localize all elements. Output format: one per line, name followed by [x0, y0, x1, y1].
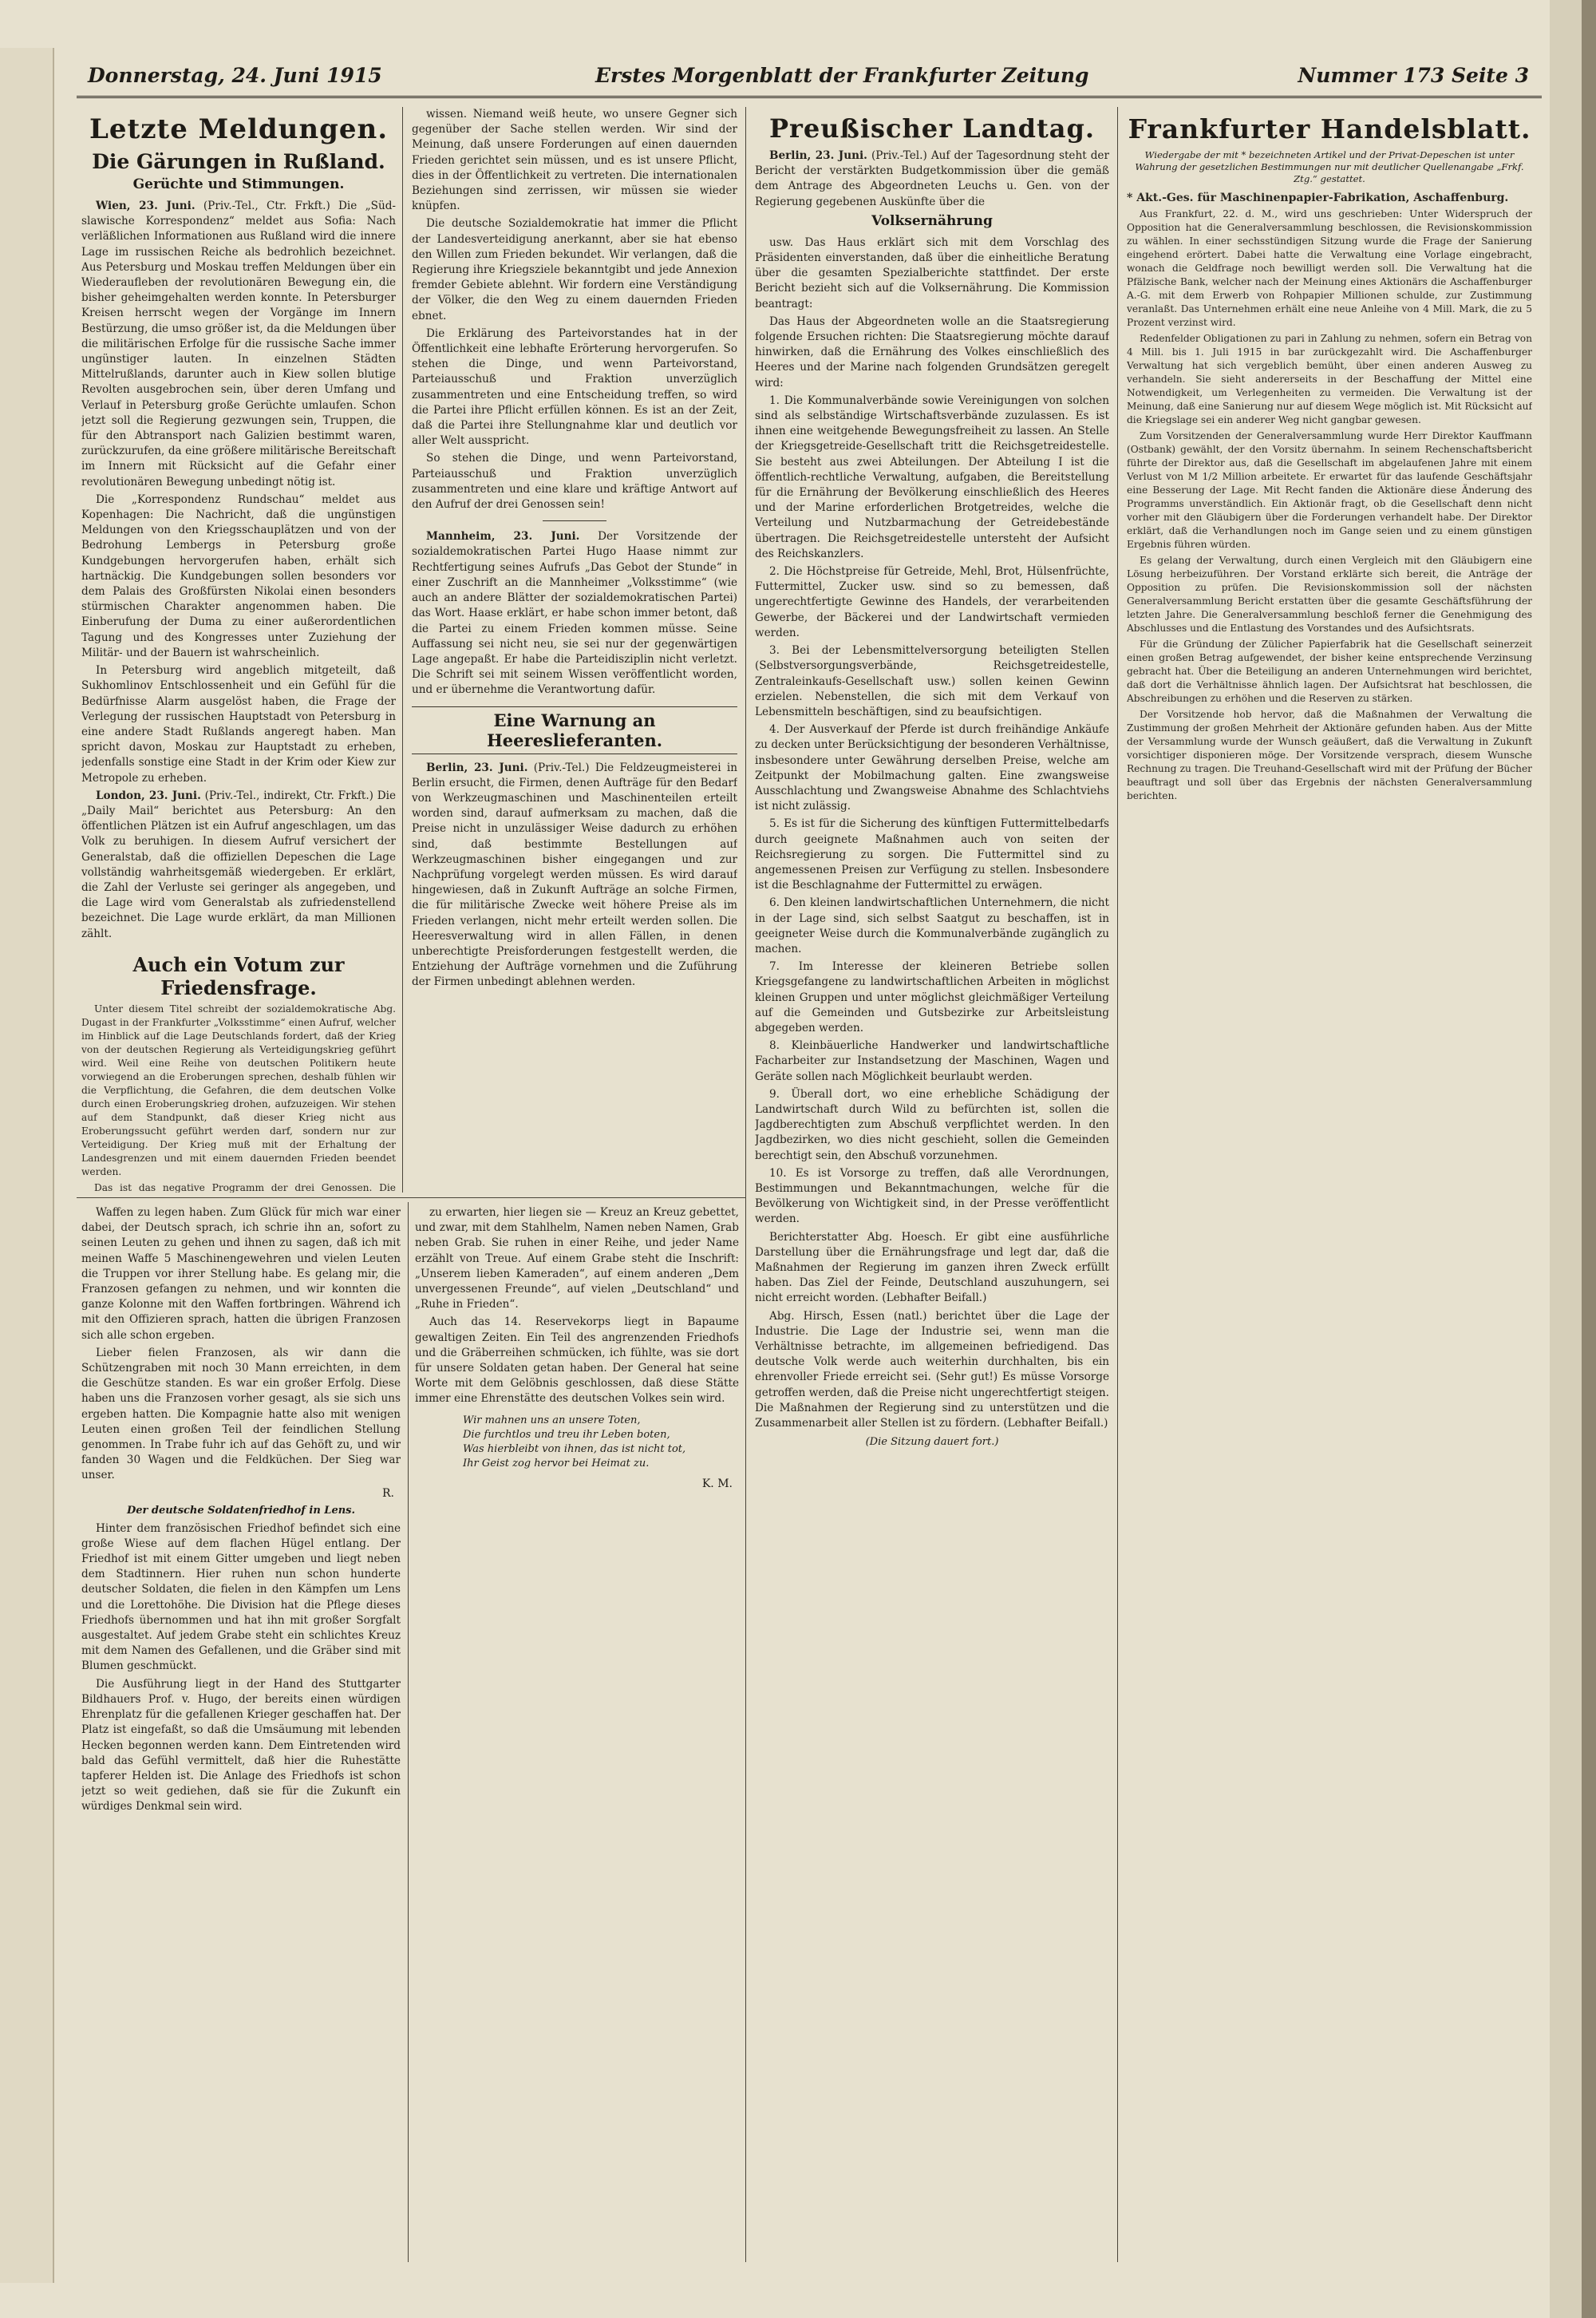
section-rule — [77, 1197, 745, 1198]
column-4 — [1127, 107, 1532, 2262]
paragraph: Der Vorsitzende hob hervor, daß die Maßnahmen der Verwaltung die Zustimmung der großen Mehrheit der Aktionäre gefunden haben. Aus der Mitte der Versammlung wurde der Wunsch geäußert, daß die Verwaltung in Zukunft vorsichtiger disponieren möge. Der Vorsitzende versprach, diesem Wunsche Rechnung zu tragen. Die Treuhand-Gesellschaft wird mit der Prüfung der Bücher beauftragt und soll über das Ergebnis der nächsten Generalversammlung berichten. — [1127, 709, 1532, 801]
header-date: Donnerstag, 24. Juni 1915 — [88, 64, 382, 87]
paragraph: zu erwarten, hier liegen sie — Kreuz an Kreuz gebettet, und zwar, mit dem Stahlhelm, Namen neben Namen, Grab neben Grab. Sie ruhen in einer Reihe, und jeder Name erzählt von Treue. Auf einem Grabe steht die Inschrift: „Unserem lieben Kameraden“, auf einem anderen „Dem unvergessenen Freunde“, auf vielen „Deutschland“ und „Ruhe in Frieden“. — [415, 1206, 739, 1311]
paragraph — [81, 199, 396, 490]
paragraph: Hinter dem französischen Friedhof befindet sich eine große Wiese auf dem flachen Hügel entlang. Der Friedhof ist mit einem Gitter umgeben und liegt neben dem Stadtinnern. Hier ruhen nun schon hunderte deutscher Soldaten, die fielen in den Kämpfen um Lens und die Lorettohöhe. Die Division hat die Pflege dieses Friedhofs übernommen und hat ihn mit großer Sorgfalt ausgestaltet. Auf jedem Grabe steht ein schlichtes Kreuz mit dem Namen des Gefallenen, und die Gräber sind mit Blumen geschmückt. — [81, 1521, 401, 1673]
volume-edge — [1582, 0, 1596, 2318]
separator — [543, 520, 606, 521]
poem — [463, 1414, 739, 1471]
page-header — [77, 56, 1542, 98]
paragraph: Redenfelder Obligationen zu pari in Zahlung zu nehmen, sofern ein Betrag von 4 Mill. bis 1. Juli 1915 in bar zurückgezahlt wird. Die Aschaffenburger Verwaltung hat sich vergeblich bemüht, über einen anderen Ausweg zu verhandeln. Sie sieht andererseits in der Beschaffung der Mittel eine Notwendigkeit, um Verlegenheiten zu vermeiden. Die Verwaltung ist der Meinung, daß eine Sanierung nur auf diesem Wege möglich ist. Mit Rücksicht auf die Kriegslage sei ein anderer Weg nicht gangbar gewesen. — [1127, 333, 1532, 425]
paragraph: 7. Im Interesse der kleineren Betriebe sollen Kriegsgefangene zu landwirtschaftlichen Arbeiten in möglichst kleinen Gruppen und unter möglichst gleichmäßiger Verteilung auf die Gemeinden und Gutsbezirke zur Arbeitsleistung abgegeben werden. — [755, 960, 1109, 1034]
poem-line: Was hierbleibt von ihnen, das ist nicht tot, — [463, 1442, 686, 1455]
newspaper-page — [77, 56, 1542, 2291]
header-edition: Erstes Morgenblatt der Frankfurter Zeitung — [595, 64, 1089, 87]
column-3 — [755, 107, 1109, 2262]
paragraph: In Petersburg wird angeblich mitgeteilt, daß Sukhomlinov Entschlossenheit und ein Gefühl für die Bedürfnisse Alarm ausgelöst haben, die Frage der Verlegung der russischen Hauptstadt von Petersburg in eine andere Stadt Rußlands angeregt haben. Man spricht davon, Moskau zur Hauptstadt zu erheben, jedenfalls sonstige eine Stadt in der Krim oder Kiew zur Metropole zu erheben. — [81, 664, 396, 785]
article-subtitle: Die Gärungen in Rußland. — [92, 150, 385, 173]
column-rule — [408, 1202, 409, 2262]
paragraph — [412, 761, 737, 991]
paragraph-text: Der Vorsitzende der sozialdemokratischen Partei Hugo Haase nimmt zur Rechtfertigung seines Aufrufs „Das Gebot der Stunde“ in einer Zuschrift an die Mannheimer „Volksstimme“ (wie auch an andere Blätter der sozialdemokratischen Partei) das Wort. Haase erklärt, er habe schon immer betont, daß die Partei zu einem Frieden kommen müsse. Seine Auffassung sei nicht neu, sie sei nur der gegenwärtigen Lage angepaßt. Er habe die Parteidisziplin nicht verletzt. Die Schrift sei mit seinem Wissen veröffentlicht worden, und er übernehme die Verantwortung dafür. — [412, 530, 737, 697]
paragraph: wissen. Niemand weiß heute, wo unsere Gegner sich gegenüber der Sache stellen werden. Wir sind der Meinung, daß unsere Forderungen auf einen dauernden Frieden gerichtet sein müssen, und es ist unsere Pflicht, dies in der Öffentlichkeit zu vertreten. Die internationalen Beziehungen sind zerrissen, wir müssen sie wieder knüpfen. — [412, 108, 737, 213]
paragraph: Die deutsche Sozialdemokratie hat immer die Pflicht der Landesverteidigung anerkannt, aber sie hat ebenso den Willen zum Frieden bekundet. Wir verlangen, daß die Regierung ihre Kriegsziele bekanntgibt und jede Annexion fremder Gebiete ablehnt. Wir fordern eine Verständigung der Völker, die den Weg zu einem dauernden Frieden ebnet. — [412, 217, 737, 322]
column-rule — [402, 107, 403, 1193]
paragraph — [81, 789, 396, 942]
paragraph: Waffen zu legen haben. Zum Glück für mich war einer dabei, der Deutsch sprach, ich schrie ihn an, sofort zu seinen Leuten zu gehen und ihnen zu sagen, daß ich mit meinen Waffe 5 Maschinengewehren und vielen Leuten die Truppen vor ihrer Stellung habe. Es gelang mir, die Franzosen gefangen zu nehmen, und wir konnten die ganze Kolonne mit den Waffen fortbringen. Während ich mit den Offizieren sprach, hatten die übrigen Franzosen sich alle schon ergeben. — [81, 1206, 401, 1342]
dateline: Wien, 23. Juni. — [96, 200, 196, 212]
column-rule — [1117, 107, 1118, 2262]
column-2-lower — [415, 1205, 739, 2259]
poem-line: Ihr Geist zog hervor bei Heimat zu. — [463, 1457, 650, 1470]
author-signature: K. M. — [701, 1477, 733, 1490]
section-kicker: Volksernährung — [871, 212, 993, 229]
section-kicker: Der deutsche Soldatenfriedhof in Lens. — [126, 1504, 356, 1517]
poem-line: Wir mahnen uns an unsere Toten, — [463, 1414, 641, 1426]
article-title: Auch ein Votum zur Friedensfrage. — [132, 952, 345, 999]
paragraph: 2. Die Höchstpreise für Getreide, Mehl, Brot, Hülsenfrüchte, Futtermittel, Zucker usw. sind so zu bemessen, daß ungerechtfertigte Gewinne des Handels, der verarbeitenden Gewerbe, der Bäckerei und der Landwirtschaft vermieden werden. — [755, 565, 1109, 639]
paragraph: 5. Es ist für die Sicherung des künftigen Futtermittelbedarfs durch geeignete Maßnahmen auch von seiten der Reichsregierung zu sorgen. Die Futtermittel sind zu angemessenen Preisen zur Verfügung zu stellen. Insbesondere ist die Beschlagnahme der Futtermittel zu erwägen. — [755, 817, 1109, 892]
paragraph-text: (Priv.-Tel., indirekt, Ctr. Frkft.) Die „Daily Mail“ berichtet aus Petersburg: An den öffentlichen Plätzen ist ein Aufruf angeschlagen, um das Volk zu beruhigen. In diesem Aufruf versichert der Generalstab, daß die offiziellen Depeschen die Lage vollständig wahrheitsgemäß wiedergeben. Er erklärt, die Zahl der Verluste sei geringer als angegeben, und die Lage wird vom Generalstab als zufriedenstellend bezeichnet. Die Lage wurde erklärt, da man Millionen zählt. — [81, 789, 396, 940]
paragraph: Die Ausführung liegt in der Hand des Stuttgarter Bildhauers Prof. v. Hugo, der bereits einen würdigen Ehrenplatz für die gefallenen Krieger geschaffen hat. Der Platz ist eingefaßt, so daß die Umsäumung mit lebenden Hecken begonnen werden kann. Dem Eintretenden wird bald das Gefühl vermittelt, daß hier die Ruhestätte tapferer Helden ist. Die Anlage des Friedhofs ist schon jetzt so weit gediehen, daß sie für die Zukunft ein würdiges Denkmal sein wird. — [81, 1677, 401, 1814]
paragraph: Zum Vorsitzenden der Generalversammlung wurde Herr Direktor Kauffmann (Ostbank) gewählt, der den Vorsitz übernahm. In seinem Rechenschaftsbericht führte der Direktor aus, daß die Gesellschaft im abgelaufenen Jahre mit einem Verlust von M 1/2 Million arbeitete. Er erwartet für das laufende Geschäftsjahr eine Besserung der Lage. Mit Recht fanden die Aktionäre diese Änderung des Programms unverständlich. Ein Aktionär fragt, ob die Gesellschaft denn nicht vorher mit den Gläubigern über die Forderungen verhandelt habe. Der Direktor erklärt, daß die Verhandlungen noch im Gange seien und zu einem günstigen Ergebnis führen würden. — [1127, 430, 1532, 550]
paragraph: 10. Es ist Vorsorge zu treffen, daß alle Verordnungen, Bestimmungen und Bekanntmachungen, welche für die Bevölkerung von Wichtigkeit sind, in der Presse veröffentlicht werden. — [755, 1166, 1109, 1226]
column-1 — [81, 107, 396, 1193]
paragraph: Unter diesem Titel schreibt der sozialdemokratische Abg. Dugast in der Frankfurter „Volksstimme“ einen Aufruf, welcher im Hinblick auf die Lage Deutschlands fordert, daß der Krieg von der deutschen Regierung als Verteidigungskrieg geführt wird. Weil eine Reihe von deutschen Politikern heute vorwiegend an die Eroberungen sprechen, deshalb fühlen wir die Verpflichtung, die Gefahren, die dem deutschen Volke durch einen Eroberungskrieg drohen, aufzuzeigen. Wir stehen auf dem Standpunkt, daß dieser Krieg nicht aus Eroberungssucht geführt werden darf, sondern nur zur Verteidigung. Der Krieg muß mit der Erhaltung der Landesgrenzen und mit einem dauernden Frieden beendet werden. — [81, 1003, 396, 1177]
paragraph: Auch das 14. Reservekorps liegt in Bapaume gewaltigen Zeiten. Ein Teil des angrenzenden Friedhofs und die Gräberreihen schmücken, ich fühlte, was sie dort für unsere Soldaten getan haben. Der General hat seine Worte mit dem Gelöbnis geschlossen, daß diese Stätte immer eine Ehrenstätte des deutschen Volkes sein wird. — [415, 1315, 739, 1406]
copyright-note: Wiedergabe der mit * bezeichneten Artikel und der Privat-Depeschen ist unter Wahrung der gesetzlichen Bestimmungen nur mit deutlicher Quellenangabe „Frkf. Ztg.“ gestattet. — [1135, 149, 1524, 184]
section-title: Frankfurter Handelsblatt. — [1128, 113, 1531, 144]
article-heading: * Akt.-Ges. für Maschinenpapier-Fabrikation, Aschaffenburg. — [1127, 192, 1509, 204]
dateline: Mannheim, 23. Juni. — [426, 530, 580, 544]
paragraph: Es gelang der Verwaltung, durch einen Vergleich mit den Gläubigern eine Lösung herbeizuführen. Der Vorstand erklärte sich bereit, die Anträge der Opposition zu prüfen. Die Revisionskommission soll der nächsten Generalversammlung Bericht erstatten über die gesamte Geschäftsführung der letzten Jahre. Die Generalversammlung beschloß ferner die Genehmigung des Abschlusses und die Entlastung des Vorstandes und des Aufsichtsrats. — [1127, 555, 1532, 634]
paragraph — [412, 529, 737, 698]
paragraph: 8. Kleinbäuerliche Handwerker und landwirtschaftliche Facharbeiter zur Instandsetzung der Maschinen, Wagen und Geräte sollen nach Möglichkeit beurlaubt werden. — [755, 1039, 1109, 1083]
column-2 — [412, 107, 737, 1193]
closing-note: (Die Sitzung dauert fort.) — [865, 1436, 999, 1449]
paragraph: 6. Den kleinen landwirtschaftlichen Unternehmern, die nicht in der Lage sind, sich selbst Saatgut zu beschaffen, ist in geeigneter Weise durch die Kommunalverbände zugänglich zu machen. — [755, 896, 1109, 955]
paragraph: Aus Frankfurt, 22. d. M., wird uns geschrieben: Unter Widerspruch der Opposition hat die Generalversammlung beschlossen, die Revisionskommission zu wählen. In einer sechsstündigen Sitzung wurde die Frage der Sanierung eingehend erörtert. Dabei hatte die Verwaltung eine Vorlage eingebracht, wonach die Geldfrage noch bewilligt werden soll. Die Verwaltung hat die Pfälzische Bank, welcher nach der Meinung eines Aktionärs die Aschaffenburger A.-G. mit dem Erwerb von Rohpapier Millionen schulde, zur Zustimmung veranlaßt. Das Unternehmen erhält eine neue Anleihe von 4 Mill. Mark, die zu 5 Prozent verzinst wird. — [1127, 208, 1532, 328]
paragraph: Berichterstatter Abg. Hoesch. Er gibt eine ausführliche Darstellung über die Ernährungsfrage und legt dar, daß die Maßnahmen der Regierung im ganzen ihren Zweck erfüllt haben. Das Ziel der Feinde, Deutschland auszuhungern, sei nicht erreicht worden. (Lebhafter Beifall.) — [755, 1230, 1109, 1305]
dateline: Berlin, 23. Juni. — [426, 761, 528, 774]
paragraph: Die „Korrespondenz Rundschau“ meldet aus Kopenhagen: Die Nachricht, daß die ungünstigen Meldungen von den Kriegsschauplätzen und von der Bedrohung Lembergs in Petersburg große Kundgebungen hervorgerufen haben, erhält sich hartnäckig. Die Kundgebungen sollen besonders vor dem Palais des Großfürsten Nikolai einen besonders stürmischen Charakter angenommen haben. Die Einberufung der Duma zu einer außerordentlichen Tagung und des Kongresses unter Zuziehung der Militär- und der Bauern ist wahrscheinlich. — [81, 492, 396, 659]
paragraph: Für die Gründung der Zülicher Papierfabrik hat die Gesellschaft seinerzeit einen großen Betrag aufgewendet, der bisher keine entsprechende Verzinsung gebracht hat. Über die Beteiligung an anderen Unternehmungen wird berichtet, daß dort die Verhältnisse ähnlich lagen. Der Aufsichtsrat hat beschlossen, die Abschreibungen zu erhöhen und die Reserven zu stärken. — [1127, 639, 1532, 704]
binding-gutter — [1550, 0, 1582, 2318]
paragraph: Lieber fielen Franzosen, als wir dann die Schützengraben mit noch 30 Mann erreichten, in dem die Geschütze standen. Es war ein großer Erfolg. Diese haben uns die Franzosen vorher gesagt, als sie sich uns ergeben hatten. Die Kompagnie hatte also mit wenigen Leuten einen großen Teil der feindlichen Stellung genommen. In Trabe fuhr ich auf das Gehöft zu, und wir fanden 30 Wagen und die Feldküchen. Der Sieg war unser. — [81, 1346, 401, 1482]
header-page-number: Nummer 173 Seite 3 — [1298, 64, 1529, 87]
paragraph: Das Haus der Abgeordneten wolle an die Staatsregierung folgende Ersuchen richten: Die Staatsregierung möchte darauf hinwirken, daß die Ernährung des Volkes einschließlich des Heeres und der Marine nach folgenden Grundsätzen geregelt wird: — [755, 314, 1109, 390]
paragraph: usw. Das Haus erklärt sich mit dem Vorschlag des Präsidenten einverstanden, daß über die einheitliche Beratung über die gesamten Spezialberichte stattfindet. Der erste Bericht bezieht sich auf die Volksernährung. Die Kommission beantragt: — [755, 235, 1109, 311]
previous-page-edge — [0, 48, 54, 2283]
article-title: Eine Warnung an Heereslieferanten. — [412, 706, 737, 754]
paragraph: 4. Der Ausverkauf der Pferde ist durch freihändige Ankäufe zu decken unter Berücksichtigung der besonderen Verhältnisse, insbesondere unter Gewährung derselben Preise, welche am Zeitpunkt der Mobilmachung galten. Eine zwangsweise Ausschlachtung und Zwangsweise Abnahme des Schlachtviehs ist nicht zulässig. — [755, 723, 1109, 813]
paragraph: Das ist das negative Programm der drei Genossen. Die — [94, 1181, 396, 1193]
paragraph: 9. Überall dort, wo eine erhebliche Schädigung der Landwirtschaft durch Wild zu befürchten ist, sollen die Jagdberechtigten zum Abschuß verpflichtet werden. In den Jagdbezirken, wo dies nicht geschieht, sollen die Gemeinden berechtigt sein, den Abschuß vorzunehmen. — [755, 1087, 1109, 1162]
paragraph — [755, 148, 1109, 210]
paragraph: Die Erklärung des Parteivorstandes hat in der Öffentlichkeit eine lebhafte Erörterung hervorgerufen. So stehen die Dinge, und wenn Parteivorstand, Parteiausschuß und Fraktion unverzüglich zusammentreten und eine Entscheidung treffen, so wird die Partei ihre Pflicht erfüllen können. Es ist an der Zeit, daß die Partei ihre Stellungnahme klar und deutlich vor aller Welt ausspricht. — [412, 326, 737, 448]
article-kicker: Gerüchte und Stimmungen. — [132, 176, 345, 192]
article-title: Preußischer Landtag. — [768, 113, 1096, 144]
poem-line: Die furchtlos und treu ihr Leben boten, — [463, 1428, 670, 1441]
column-rule — [745, 107, 746, 2262]
paragraph: 3. Bei der Lebensmittelversorgung beteiligten Stellen (Selbstversorgungsverbände, Reichsgetreidestelle, Zentraleinkaufs-Gesellschaft usw.) sollen keinen Gewinn erzielen. Nebenstellen, die sich mit dem Verkauf von Lebensmitteln beschäftigen, sind zu beaufsichtigen. — [755, 644, 1109, 718]
column-1-lower — [81, 1205, 401, 2259]
paragraph-text: (Priv.-Tel.) Auf der Tagesordnung steht der Bericht der verstärkten Budgetkommission über die gemäß dem Antrage des Abgeordneten Leuchs u. Gen. von der Regierung gegebenen Auskünfte über die — [755, 149, 1109, 208]
paragraph: So stehen die Dinge, und wenn Parteivorstand, Parteiausschuß und Fraktion unverzüglich zusammentreten und eine klare und kräftige Antwort auf den Aufruf der drei Genossen sein! — [412, 452, 737, 512]
paragraph: 1. Die Kommunalverbände sowie Vereinigungen von solchen sind als selbständige Wirtschaftsverbände zuzulassen. Es ist ihnen eine weitgehende Bewegungsfreiheit zu lassen. An Stelle der Kriegsgetreide-Gesellschaft tritt die Reichsgetreidestelle. Sie besteht aus zwei Abteilungen. Der Abteilung I ist die öffentlich-rechtliche Verwaltung, aufgaben, die Bereitstellung für die Ernährung der Bevölkerung einschließlich des Heeres und der Marine erforderlichen Brotgetreides, welche die Verteilung und Nutzbarmachung der Getreidebestände übertragen. Die Reichsgetreidestelle untersteht der Aufsicht des Reichskanzlers. — [755, 394, 1109, 560]
dateline: London, 23. Juni. — [96, 789, 201, 802]
paragraph-text: (Priv.-Tel.) Die Feldzeugmeisterei in Berlin ersucht, die Firmen, denen Aufträge für den Bedarf von Werkzeugmaschinen und Maschinenteilen erteilt worden sind, darauf aufmerksam zu machen, daß die Preise nicht in unzulässiger Weise dadurch zu erhöhen sind, daß bestimmte Bestellungen auf Werkzeugmaschinen bisher eingegangen und zur Nachprüfung vorgelegt werden müssen. Es wird darauf hingewiesen, daß in Zukunft Aufträge an solche Firmen, die für militärische Zwecke weit höhere Preise als im Frieden verlangen, nicht mehr erteilt werden sollen. Die Heeresverwaltung wird in allen Fällen, in denen unberechtigte Preisforderungen festgestellt werden, die Entziehung der Aufträge vornehmen und die Zuführung der Firmen unbedingt ablehnen werden. — [412, 761, 737, 989]
article-title: Letzte Meldungen. — [89, 113, 389, 145]
dateline: Berlin, 23. Juni. — [769, 149, 867, 162]
paragraph: Abg. Hirsch, Essen (natl.) berichtet über die Lage der Industrie. Die Lage der Industrie sei, wenn man die Verhältnisse betrachte, im allgemeinen befriedigend. Das deutsche Volk werde auch weiterhin durchhalten, bis ein ehrenvoller Friede erreicht sei. (Sehr gut!) Es müsse Vorsorge getroffen werden, daß die Preise nicht ungerechtfertigt steigen. Die Maßnahmen der Regierung sind zu unterstützen und die Zusammenarbeit aller Stellen ist zu fördern. (Lebhafter Beifall.) — [755, 1309, 1109, 1430]
author-signature: R. — [382, 1486, 394, 1500]
paragraph-text: (Priv.-Tel., Ctr. Frkft.) Die „Süd-slawische Korrespondenz“ meldet aus Sofia: Nach verläßlichen Informationen aus Rußland wird die innere Lage im russischen Reiche als bedrohlich bezeichnet. Aus Petersburg und Moskau treffen Meldungen über ein Wiederaufleben der revolutionären Bewegung ein, die bisher geheimgehalten werden konnte. In Petersburger Kreisen herrscht wegen der Vorgänge im Innern Bestürzung, die umso größer ist, da die Meldungen über die militärischen Erfolge für die russische Sache immer ungünstiger lauten. In einzelnen Städten Mittelrußlands, darunter auch in Kiew sollen blutige Revolten ausgebrochen sein, über deren Umfang und Verlauf in Petersburg große Gerüchte umlaufen. Schon jetzt soll die Regierung gezwungen sein, Truppen, die für den Abtransport nach Galizien bestimmt waren, zurückzurufen, da eine größere militärische Bereitschaft im Innern mit Rücksicht auf die Gefahr einer revolutionären Bewegung unbedingt nötig ist. — [81, 200, 396, 489]
